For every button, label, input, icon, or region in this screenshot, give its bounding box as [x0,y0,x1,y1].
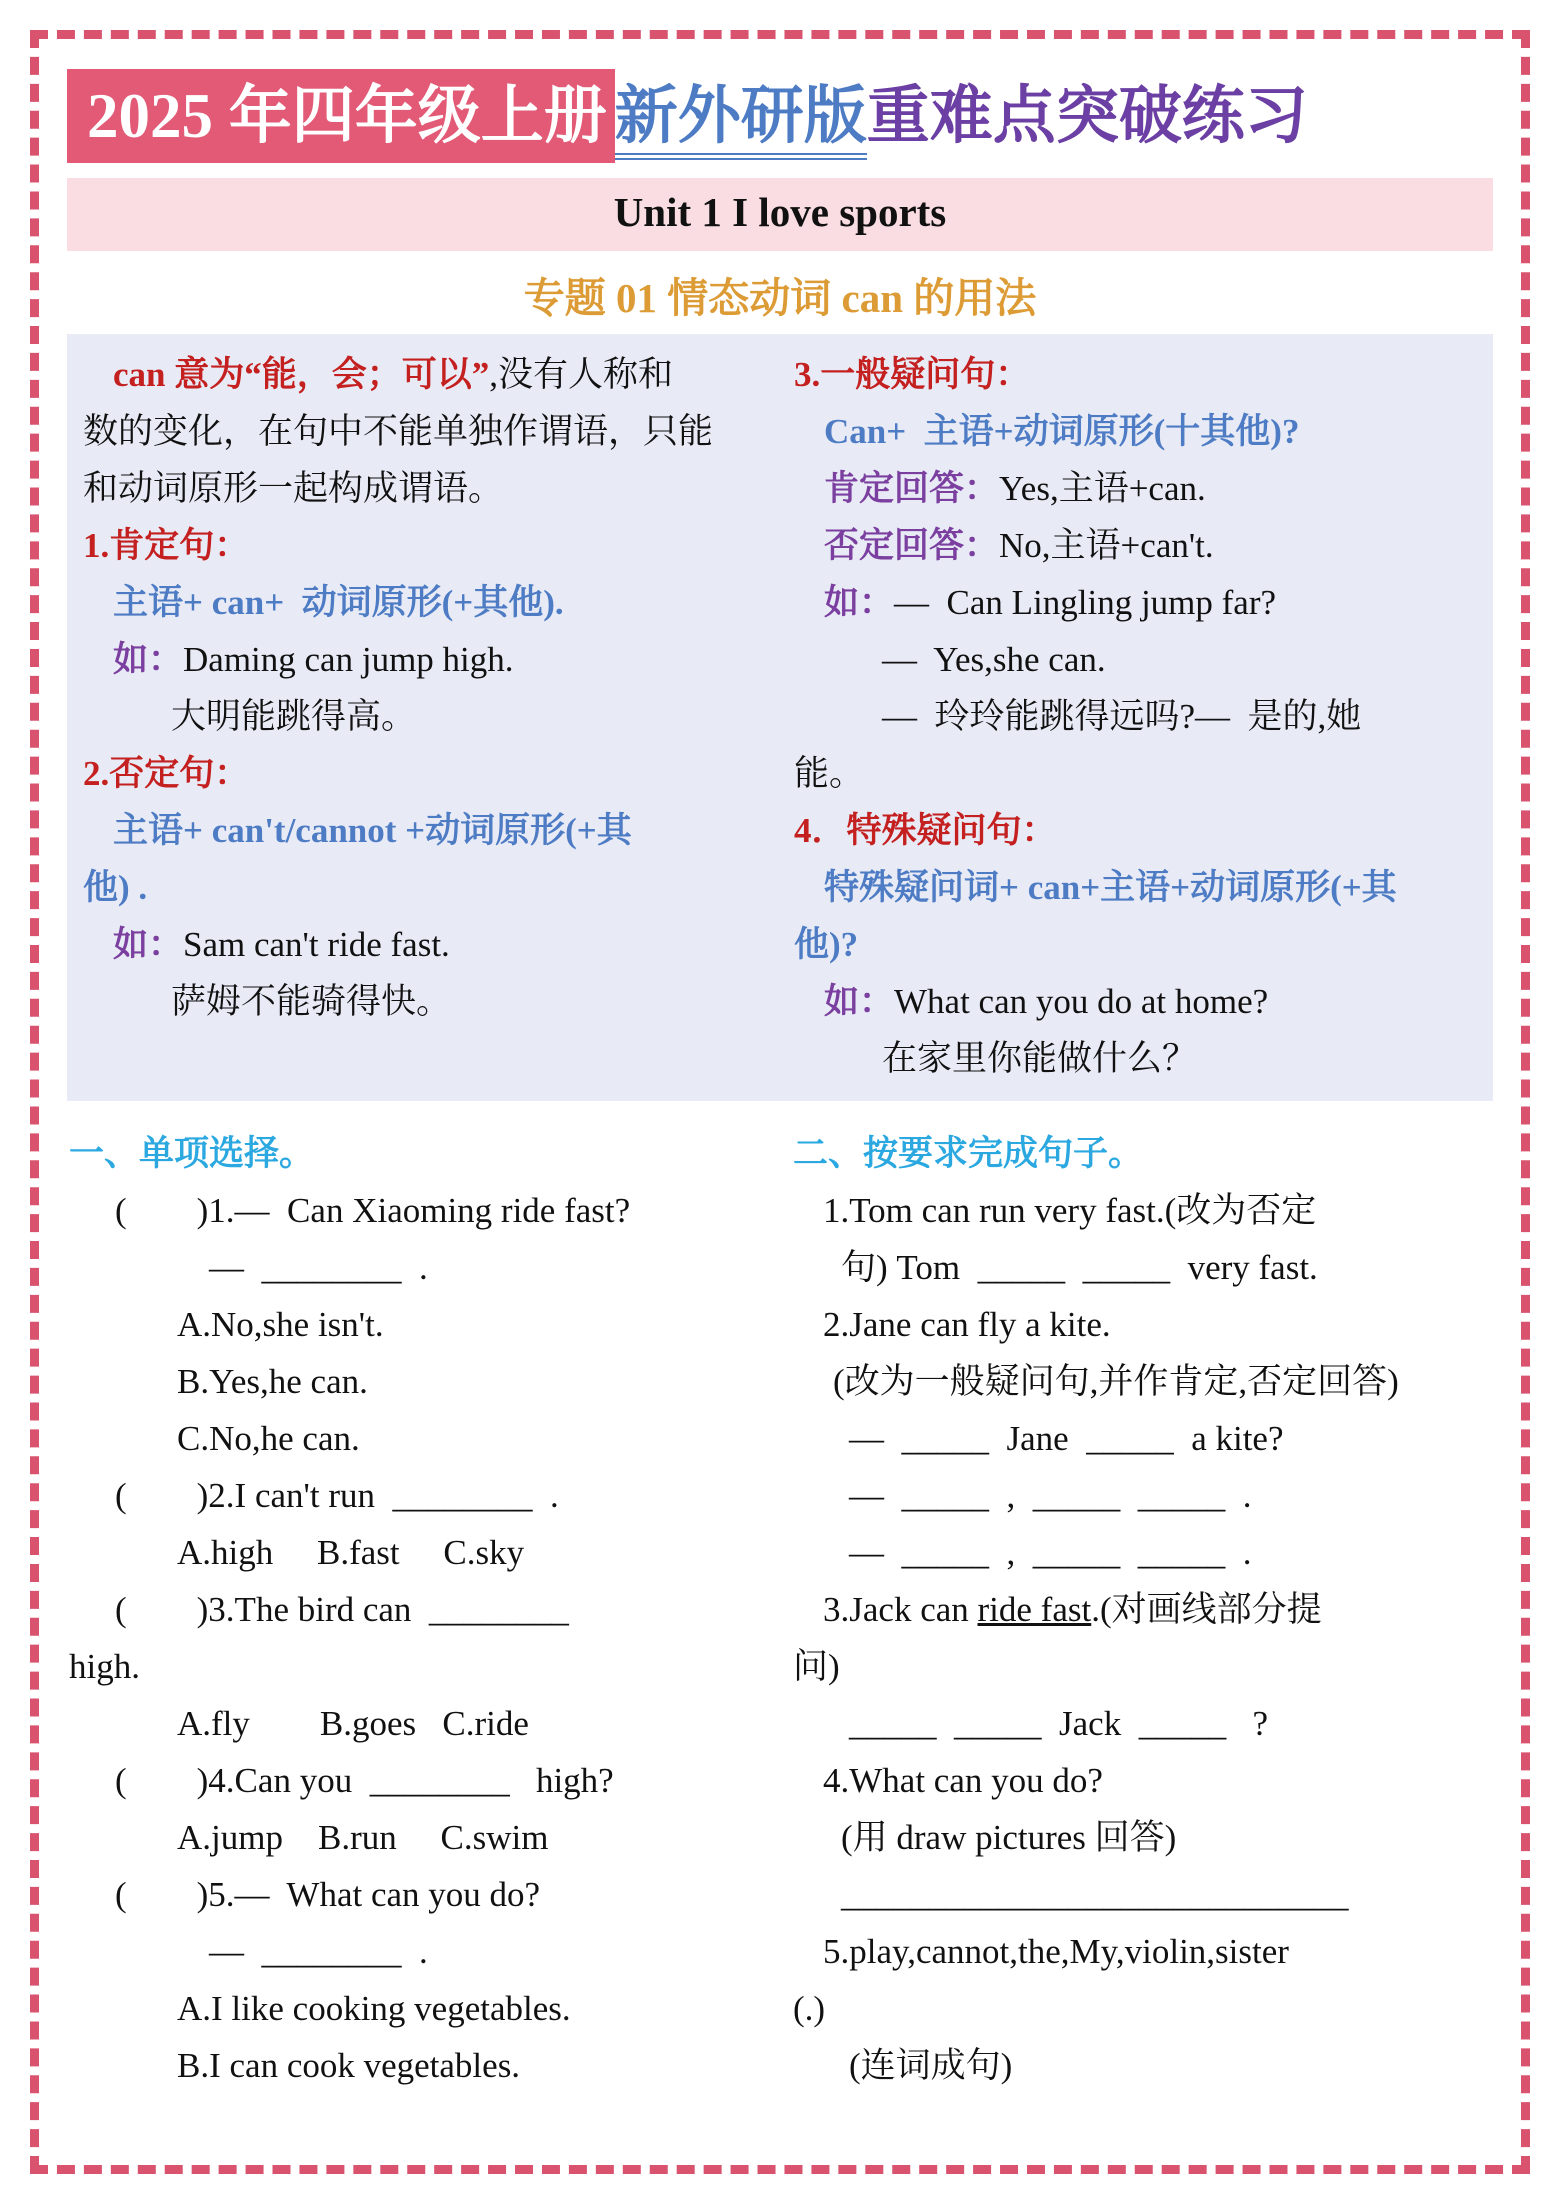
grammar-s3-no-label: 否定回答： [824,525,1000,565]
title-purple: 重难点突破练习 [866,81,1308,151]
ex1-q2-options: A.high B.fast C.sky [177,1532,525,1572]
ex2-q3-post: .(对画线部分提 [1091,1589,1322,1629]
grammar-s3-example3-cont: 能。 [794,753,865,793]
grammar-s2-eg-label: 如： [113,924,184,964]
exercises [67,1101,1493,2094]
grammar-intro-rest: ,没有人称和 [489,354,674,394]
exercise-2-heading: 二、按要求完成句子。 [793,1133,1144,1173]
ex1-q1-line: ( )1.— Can Xiaoming ride fast? [115,1190,631,1230]
grammar-s3-positive-answer [794,460,1479,517]
grammar-col-right [794,346,1479,1087]
ex2-q1-line2: 句) Tom _____ _____ very fast. [841,1247,1318,1287]
ex2-q5-line1: 5.play,cannot,the,My,violin,sister [823,1931,1289,1971]
grammar-s1-example [83,631,768,688]
grammar-s2-example [83,916,768,973]
ex2-q3-underlined-phrase: ride fast [977,1589,1092,1629]
ex1-q4-options: A.jump B.run C.swim [177,1817,549,1857]
dashed-border-frame [30,30,1530,2174]
grammar-s3-eg1-text: — Can Lingling jump far? [894,582,1277,622]
ex2-q1-line1: 1.Tom can run very fast.(改为否定 [823,1190,1317,1230]
ex1-q2-line: ( )2.I can't run ________ . [115,1475,559,1515]
ex1-q3-line: ( )3.The bird can ________ [115,1589,569,1629]
grammar-s2-formula-line2: 他) . [83,867,148,907]
grammar-s3-example1 [794,574,1479,631]
ex1-q5-option-b: B.I can cook vegetables. [177,2045,521,2085]
ex1-q3-options: A.fly B.goes C.ride [177,1703,529,1743]
ex1-q1-option-c: C.No,he can. [177,1418,360,1458]
grammar-s1-eg-text: Daming can jump high. [183,639,514,679]
ex2-q2-blank-line1: — _____ Jane _____ a kite? [849,1418,1284,1458]
grammar-s3-negative-answer [794,517,1479,574]
ex1-q3-continuation: high. [69,1646,140,1686]
grammar-intro-red: can 意为“能，会；可以” [113,354,490,394]
unit-banner: Unit 1 I love sports [67,178,1493,251]
exercise-1-heading: 一、单项选择。 [69,1133,315,1173]
ex2-q5-line2: (.) [793,1988,826,2028]
grammar-s3-example3: — 玲玲能跳得远吗?— 是的,她 [882,696,1362,736]
ex2-q2-line1: 2.Jane can fly a kite. [823,1304,1111,1344]
grammar-s3-formula: Can+ 主语+动词原形(十其他)? [824,411,1300,451]
grammar-s4-title: 4．特殊疑问句： [794,810,1057,850]
ex1-q1-option-a: A.No,she isn't. [177,1304,384,1344]
grammar-s3-title: 3.一般疑问句： [794,354,1031,394]
grammar-s1-title: 1.肯定句： [83,525,250,565]
grammar-s1-translation: 大明能跳得高。 [171,696,417,736]
ex1-q1-answer-blank: — ________ . [209,1247,428,1287]
ex2-q4-answer-blank: _____________________________ [841,1874,1349,1914]
ex2-q5-instruction: (连词成句) [849,2045,1013,2085]
grammar-s2-formula-line1: 主语+ can't/cannot +动词原形(+其 [113,810,632,850]
grammar-s1-formula: 主语+ can+ 动词原形(+其他). [113,582,564,622]
grammar-s3-eg-label: 如： [824,582,895,622]
ex2-q4-line1: 4.What can you do? [823,1760,1103,1800]
grammar-intro-line1 [83,346,768,403]
title-blue-underlined: 新外研版 [615,81,867,160]
ex1-q5-answer-blank: — ________ . [209,1931,428,1971]
ex1-q5-line: ( )5.— What can you do? [115,1874,541,1914]
grammar-s3-yes-text: Yes,主语+can. [999,468,1206,508]
exercise-1-multiple-choice [69,1125,767,2094]
grammar-s4-example [794,973,1479,1030]
ex2-q2-blank-line3: — _____ , _____ _____ . [849,1532,1252,1572]
grammar-s1-eg-label: 如： [113,639,184,679]
grammar-intro-line3: 和动词原形一起构成谓语。 [83,468,504,508]
grammar-s2-title: 2.否定句： [83,753,250,793]
grammar-s2-eg-text: Sam can't ride fast. [183,924,450,964]
ex2-q2-instruction: (改为一般疑问句,并作肯定,否定回答) [833,1361,1399,1401]
grammar-s4-translation: 在家里你能做什么？ [882,1038,1198,1078]
ex2-q2-blank-line2: — _____ , _____ _____ . [849,1475,1252,1515]
grammar-s4-eg-label: 如： [824,981,895,1021]
ex2-q3-line1 [793,1581,1491,1638]
grammar-col-left [83,346,768,1087]
grammar-s4-formula-line2: 他)? [794,924,859,964]
ex2-q3-blank-line: _____ _____ Jack _____ ? [849,1703,1268,1743]
ex2-q4-instruction: (用 draw pictures 回答) [841,1817,1177,1857]
ex1-q1-option-b: B.Yes,he can. [177,1361,368,1401]
grammar-s3-yes-label: 肯定回答： [824,468,1000,508]
grammar-s2-translation: 萨姆不能骑得快。 [171,981,452,1021]
exercise-2-sentence-transform [793,1125,1491,2094]
grammar-s3-example2: — Yes,she can. [882,639,1106,679]
topic-heading: 专题 01 情态动词 can 的用法 [523,274,1037,321]
page-title [67,69,1493,164]
title-highlight: 2025 年四年级上册 [67,69,615,163]
grammar-s3-no-text: No,主语+can't. [999,525,1214,565]
ex2-q3-pre: 3.Jack can [823,1589,978,1629]
ex1-q5-option-a: A.I like cooking vegetables. [177,1988,571,2028]
grammar-intro-line2: 数的变化，在句中不能单独作谓语，只能 [83,411,714,451]
ex2-q3-line2: 问) [793,1646,840,1686]
grammar-box [67,334,1493,1101]
grammar-s4-eg-text: What can you do at home? [894,981,1269,1021]
ex1-q4-line: ( )4.Can you ________ high? [115,1760,614,1800]
grammar-s4-formula-line1: 特殊疑问词+ can+主语+动词原形(+其 [824,867,1397,907]
